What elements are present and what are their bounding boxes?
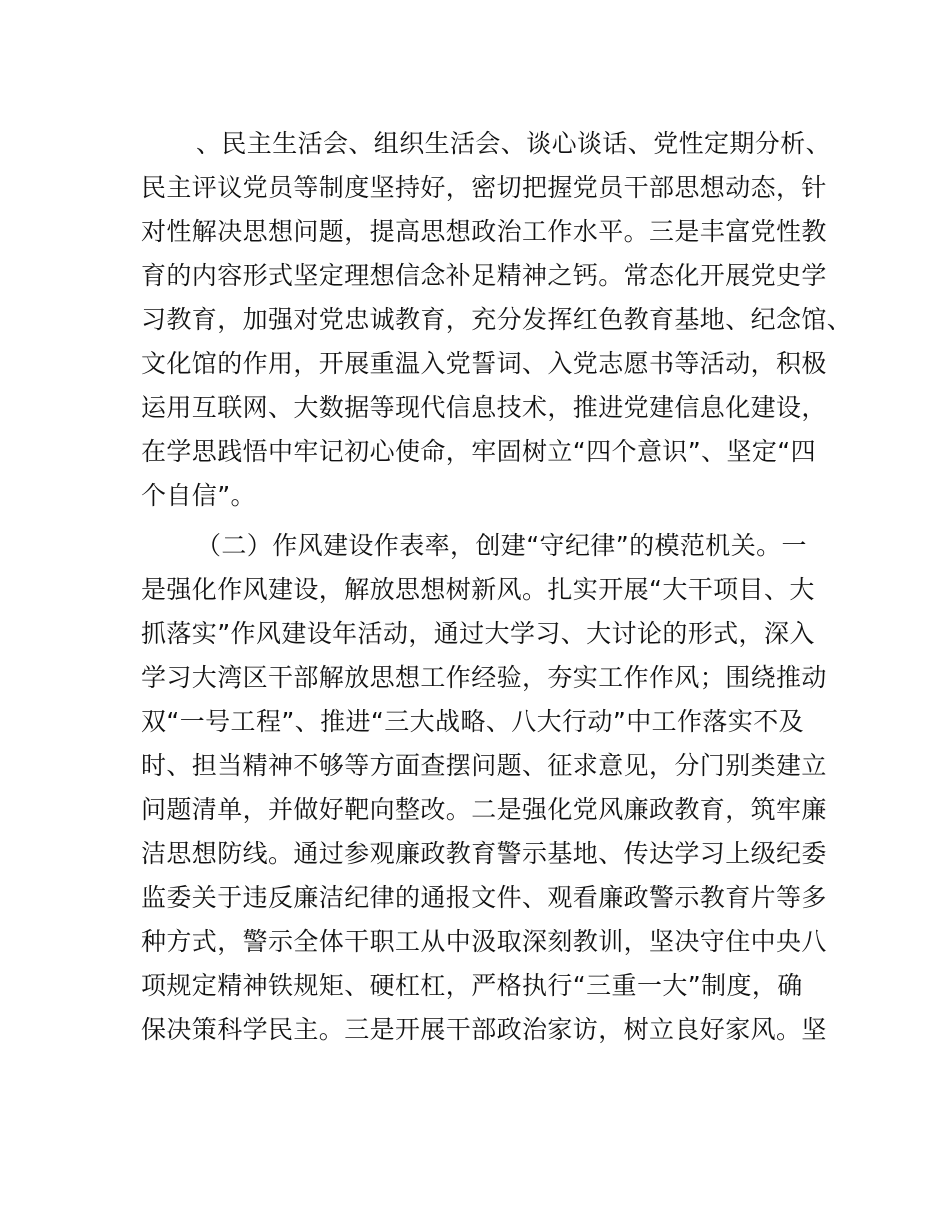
paragraph1-line-3: 对性解决思想问题，提高思想政治工作水平。三是丰富党性教 [141, 217, 827, 246]
paragraph2-line-3: 抓落实”作风建设年活动，通过大学习、大讨论的形式，深入 [141, 619, 815, 648]
paragraph2-line-12: 保决策科学民主。三是开展干部政治家访，树立良好家风。坚 [141, 1015, 827, 1044]
paragraph1-line-2: 民主评议党员等制度坚持好，密切把握党员干部思想动态，针 [141, 173, 827, 202]
paragraph1-line-6: 文化馆的作用，开展重温入党誓词、入党志愿书等活动，积极 [141, 349, 827, 378]
paragraph2-line-7: 问题清单，并做好靶向整改。二是强化党风廉政教育，筑牢廉 [141, 795, 827, 824]
paragraph1-line-1: 、民主生活会、组织生活会、谈心谈话、党性定期分析、 [196, 129, 832, 158]
paragraph1-line-9: 个自信”。 [141, 481, 256, 510]
paragraph2-line-8: 洁思想防线。通过参观廉政教育警示基地、传达学习上级纪委 [141, 839, 827, 868]
paragraph2-line-11: 项规定精神铁规矩、硬杠杠，严格执行“三重一大”制度，确 [141, 971, 803, 1000]
paragraph1-line-5: 习教育，加强对党忠诚教育，充分发挥红色教育基地、纪念馆、 [141, 305, 853, 334]
paragraph1-line-8: 在学思践悟中牢记初心使命，牢固树立“四个意识”、坚定“四 [141, 437, 817, 466]
paragraph1-line-4: 育的内容形式坚定理想信念补足精神之钙。常态化开展党史学 [141, 261, 827, 290]
paragraph1-line-7: 运用互联网、大数据等现代信息技术，推进党建信息化建设， [141, 393, 827, 422]
paragraph2-line-9: 监委关于违反廉洁纪律的通报文件、观看廉政警示教育片等多 [141, 883, 827, 912]
paragraph2-line-1: （二）作风建设作表率，创建“守纪律”的模范机关。一 [196, 531, 807, 560]
paragraph2-line-4: 学习大湾区干部解放思想工作经验，夯实工作作风；围绕推动 [141, 663, 827, 692]
paragraph2-line-6: 时、担当精神不够等方面查摆问题、征求意见，分门别类建立 [141, 751, 827, 780]
paragraph2-line-2: 是强化作风建设，解放思想树新风。扎实开展“大干项目、大 [141, 575, 815, 604]
paragraph2-line-10: 种方式，警示全体干职工从中汲取深刻教训，坚决守住中央八 [141, 927, 827, 956]
paragraph2-line-5: 双“一号工程”、推进“三大战略、八大行动”中工作落实不及 [141, 707, 805, 736]
